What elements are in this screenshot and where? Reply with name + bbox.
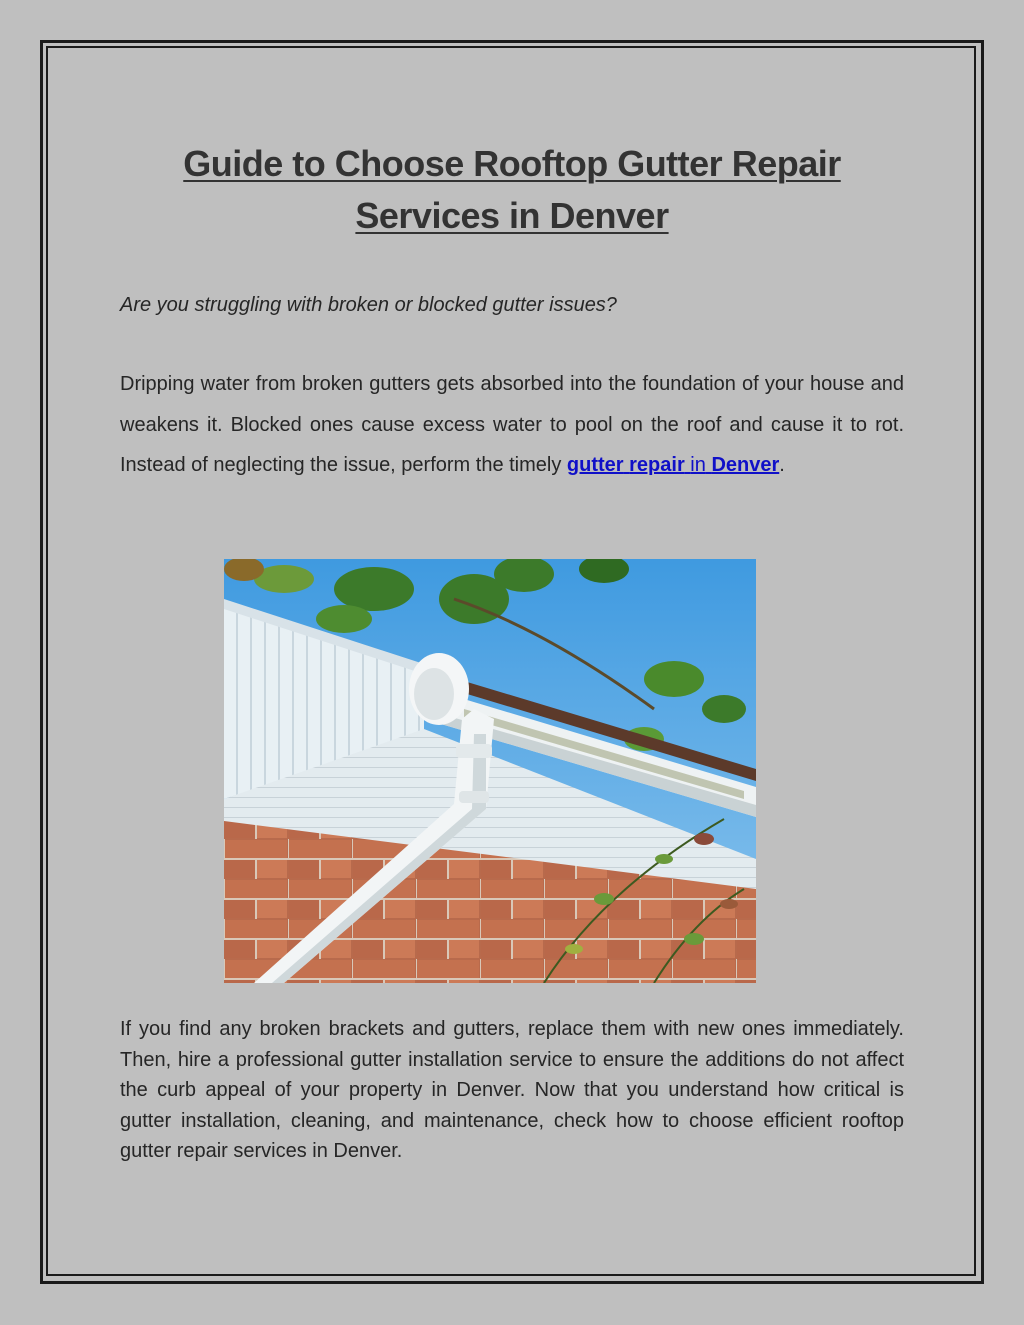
gutter-photo <box>224 559 756 983</box>
link-word-repair: repair <box>629 454 685 476</box>
paragraph-2: If you find any broken brackets and gutters, replace them with new ones immediately. Then, hire a professional gutter installation service to ensure the additions do not affect the curb appeal of your property in Denver. Now that you understand how critical is gutter installation, cleaning, and maintenance, check how to choose efficient rooftop gutter repair services in Denver. <box>120 1018 904 1162</box>
paragraph-1-end: . <box>779 454 785 476</box>
intro-question: Are you struggling with broken or blocked gutter issues? <box>120 294 617 316</box>
page-title <box>120 138 904 242</box>
title-line-2: Services in Denver <box>355 195 669 236</box>
link-word-denver: Denver <box>711 454 780 476</box>
title-line-1: Guide to Choose Rooftop Gutter Repair <box>183 143 841 184</box>
link-word-gutter: gutter <box>566 454 624 476</box>
paragraph-1-text: Dripping water from broken gutters gets absorbed into the foundation of your house and weakens it. Blocked ones cause excess water to pool on the roof and cause it to rot. Instead of neglecting the issue, perform the timely <box>120 373 904 476</box>
link-word-in: in <box>690 454 706 476</box>
gutter-repair-link[interactable] <box>567 454 779 476</box>
paragraph-1 <box>120 364 904 486</box>
